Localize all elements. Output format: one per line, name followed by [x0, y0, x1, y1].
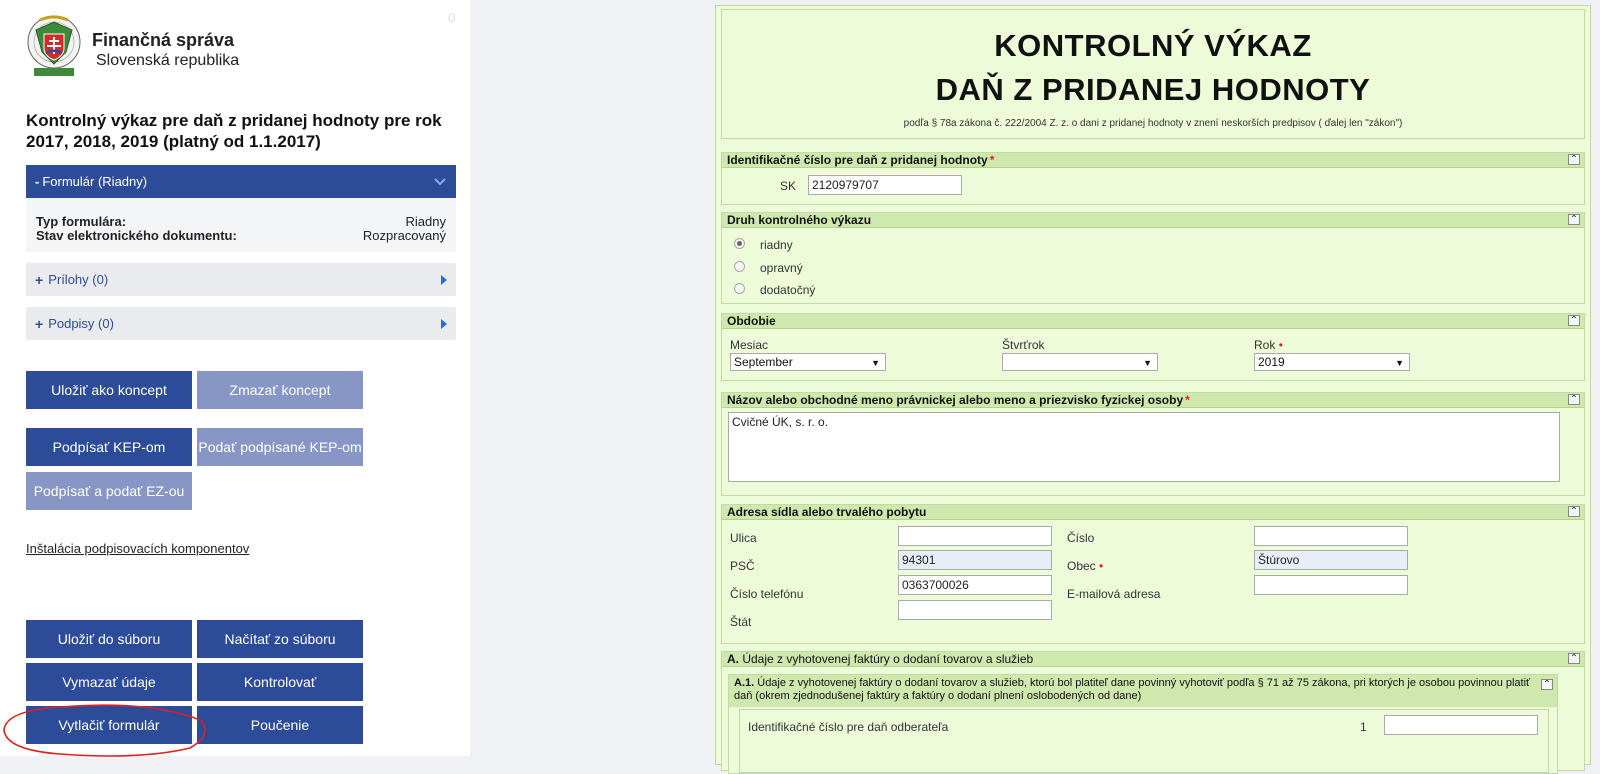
accordion-form-label: Formulár (Riadny) [42, 174, 148, 189]
section-a1-prefix: A.1. [734, 677, 755, 689]
report-type-header [722, 213, 1584, 228]
collapse-icon[interactable]: ⌃ [1569, 653, 1579, 664]
section-a-header [722, 652, 1584, 667]
period-header [722, 314, 1584, 329]
plus-icon: + [35, 271, 44, 288]
accordion-form-header[interactable] [26, 165, 456, 198]
collapse-icon[interactable]: ⌃ [1569, 506, 1579, 517]
phone-input[interactable] [898, 575, 1052, 595]
month-select-value: September [734, 355, 793, 369]
required-mark: • [1278, 338, 1283, 352]
vat-id-header [722, 153, 1584, 168]
required-mark: * [989, 153, 995, 167]
company-name-title: Názov alebo obchodné meno právnickej alebo meno a priezvisko fyzickej osoby [727, 393, 1184, 407]
country-input[interactable] [898, 600, 1052, 620]
phone-label: Číslo telefónu [730, 587, 804, 601]
section-a1-text: Údaje z vyhotovenej faktúry o dodaní tovarov a služieb, ktorú bol platiteľ dane povinný vyhotoviť podľa § 71 až 75 zákona, pri ktorých je osobou povinnou platiť daň (okrem zjednodušenej faktúry a faktúry o dodaní plnení oslobodených od dane) [734, 677, 1531, 702]
radio-dodatocny-label: dodatočný [760, 283, 816, 297]
company-name-section [721, 392, 1585, 496]
tax-form-document [715, 5, 1591, 765]
accordion-form-body [26, 198, 456, 252]
address-title: Adresa sídla alebo trvalého pobytu [727, 505, 927, 519]
brand-subtitle: Slovenská republika [96, 52, 240, 69]
form-type-value: Riadny [405, 214, 446, 229]
report-type-title: Druh kontrolného výkazu [727, 213, 872, 227]
row-number: 1 [1360, 720, 1367, 734]
accordion-signatures[interactable] [26, 307, 456, 340]
required-mark: • [1099, 559, 1104, 573]
accordion-attachments[interactable] [26, 263, 456, 296]
country-label: Štát [730, 615, 752, 629]
section-a-prefix: A. [727, 652, 739, 666]
plus-icon: + [35, 315, 44, 332]
accordion-attachments-label: Prílohy (0) [48, 272, 109, 287]
form-type-key: Typ formulára: [36, 214, 127, 229]
radio-opravny-label: opravný [760, 261, 803, 275]
quarter-select[interactable] [1002, 353, 1158, 371]
street-input[interactable] [898, 526, 1052, 546]
company-name-header [722, 393, 1584, 408]
radio-dodatocny[interactable] [734, 283, 745, 294]
period-title: Obdobie [727, 314, 776, 328]
document-title-line1: KONTROLNÝ VÝKAZ [994, 28, 1312, 63]
form-type-row [36, 215, 446, 229]
load-from-file-button[interactable]: Načítať zo súboru [197, 620, 363, 658]
dropdown-arrow-icon: ▼ [871, 358, 880, 368]
triangle-right-icon [441, 319, 447, 329]
minus-icon: - [35, 174, 40, 189]
instructions-button[interactable]: Poučenie [197, 706, 363, 744]
city-input[interactable] [1254, 550, 1408, 570]
vat-prefix-label: SK [780, 179, 797, 193]
city-label [1067, 559, 1103, 573]
number-input[interactable] [1254, 526, 1408, 546]
collapse-icon[interactable]: ⌃ [1569, 394, 1579, 405]
month-label: Mesiac [730, 338, 769, 352]
postcode-label: PSČ [730, 559, 755, 573]
install-signing-components-link[interactable]: Inštalácia podpisovacích komponentov [26, 541, 250, 556]
collapse-icon[interactable]: ⌃ [1569, 315, 1579, 326]
email-input[interactable] [1254, 575, 1408, 595]
triangle-right-icon [441, 275, 447, 285]
year-label [1254, 338, 1283, 352]
document-state-key: Stav elektronického dokumentu: [36, 228, 237, 243]
radio-riadny-label: riadny [760, 238, 793, 252]
sign-kep-button[interactable]: Podpísať KEP-om [26, 428, 192, 466]
accordion-signatures-label: Podpisy (0) [48, 316, 114, 331]
quarter-label: Štvrťrok [1002, 338, 1045, 352]
collapse-icon[interactable]: ⌃ [1569, 154, 1579, 165]
vat-id-input[interactable] [808, 175, 962, 195]
financna-sprava-logo [26, 12, 82, 84]
delete-draft-button[interactable]: Zmazať koncept [197, 371, 363, 409]
street-label: Ulica [730, 531, 757, 545]
address-section [721, 504, 1585, 644]
document-state-row [36, 229, 446, 243]
postcode-input[interactable] [898, 550, 1052, 570]
year-select-value: 2019 [1258, 355, 1285, 369]
address-header [722, 505, 1584, 520]
clear-data-button[interactable]: Vymazať údaje [26, 663, 192, 701]
collapse-icon[interactable]: ⌃ [1542, 679, 1552, 690]
print-form-button[interactable]: Vytlačiť formulár [26, 706, 192, 744]
buyer-vat-id-label: Identifikačné číslo pre daň odberateľa [748, 720, 949, 734]
sidebar [0, 0, 470, 756]
collapse-icon[interactable]: ⌃ [1569, 214, 1579, 225]
section-a1-header [729, 675, 1557, 707]
vat-id-section [721, 152, 1585, 205]
vat-id-title: Identifikačné číslo pre daň z pridanej hodnoty [727, 153, 988, 167]
submit-signed-kep-button[interactable]: Podať podpísané KEP-om [197, 428, 363, 466]
save-to-file-button[interactable]: Uložiť do súboru [26, 620, 192, 658]
section-a1-row [739, 709, 1549, 773]
month-select[interactable] [730, 353, 886, 371]
dropdown-arrow-icon: ▼ [1143, 358, 1152, 368]
form-title: Kontrolný výkaz pre daň z pridanej hodnoty pre rok 2017, 2018, 2019 (platný od 1.1.2017) [26, 111, 442, 151]
year-select[interactable] [1254, 353, 1410, 371]
document-state-value: Rozpracovaný [362, 228, 446, 243]
sign-submit-ez-button[interactable]: Podpísať a podať EZ-ou [26, 472, 192, 510]
section-a [721, 651, 1585, 771]
form-heading-section [721, 9, 1585, 139]
buyer-vat-id-input[interactable] [1384, 715, 1538, 735]
brand-name: Finančná správa [92, 30, 235, 50]
document-title-line2: DAŇ Z PRIDANEJ HODNOTY [935, 72, 1371, 107]
document-subtitle: podľa § 78a zákona č. 222/2004 Z. z. o dani z pridanej hodnoty v znení neskorších predpisov ( ďalej len "zákon") [903, 118, 1403, 129]
period-section [721, 313, 1585, 381]
required-mark: * [1185, 393, 1190, 407]
email-label: E-mailová adresa [1067, 587, 1161, 601]
check-button[interactable]: Kontrolovať [197, 663, 363, 701]
number-label: Číslo [1067, 531, 1095, 545]
section-a1 [728, 674, 1558, 774]
chevron-down-icon [432, 173, 448, 189]
city-label-text: Obec [1067, 559, 1096, 573]
save-draft-button[interactable]: Uložiť ako koncept [26, 371, 192, 409]
radio-opravny[interactable] [734, 261, 745, 272]
section-a-title: Údaje z vyhotovenej faktúry o dodaní tovarov a služieb [742, 652, 1034, 666]
ghost-counter: 0 [448, 10, 456, 25]
report-type-section [721, 212, 1585, 304]
dropdown-arrow-icon: ▼ [1395, 358, 1404, 368]
company-name-textarea[interactable] [728, 412, 1560, 482]
year-label-text: Rok [1254, 338, 1276, 352]
radio-riadny[interactable] [734, 238, 745, 249]
